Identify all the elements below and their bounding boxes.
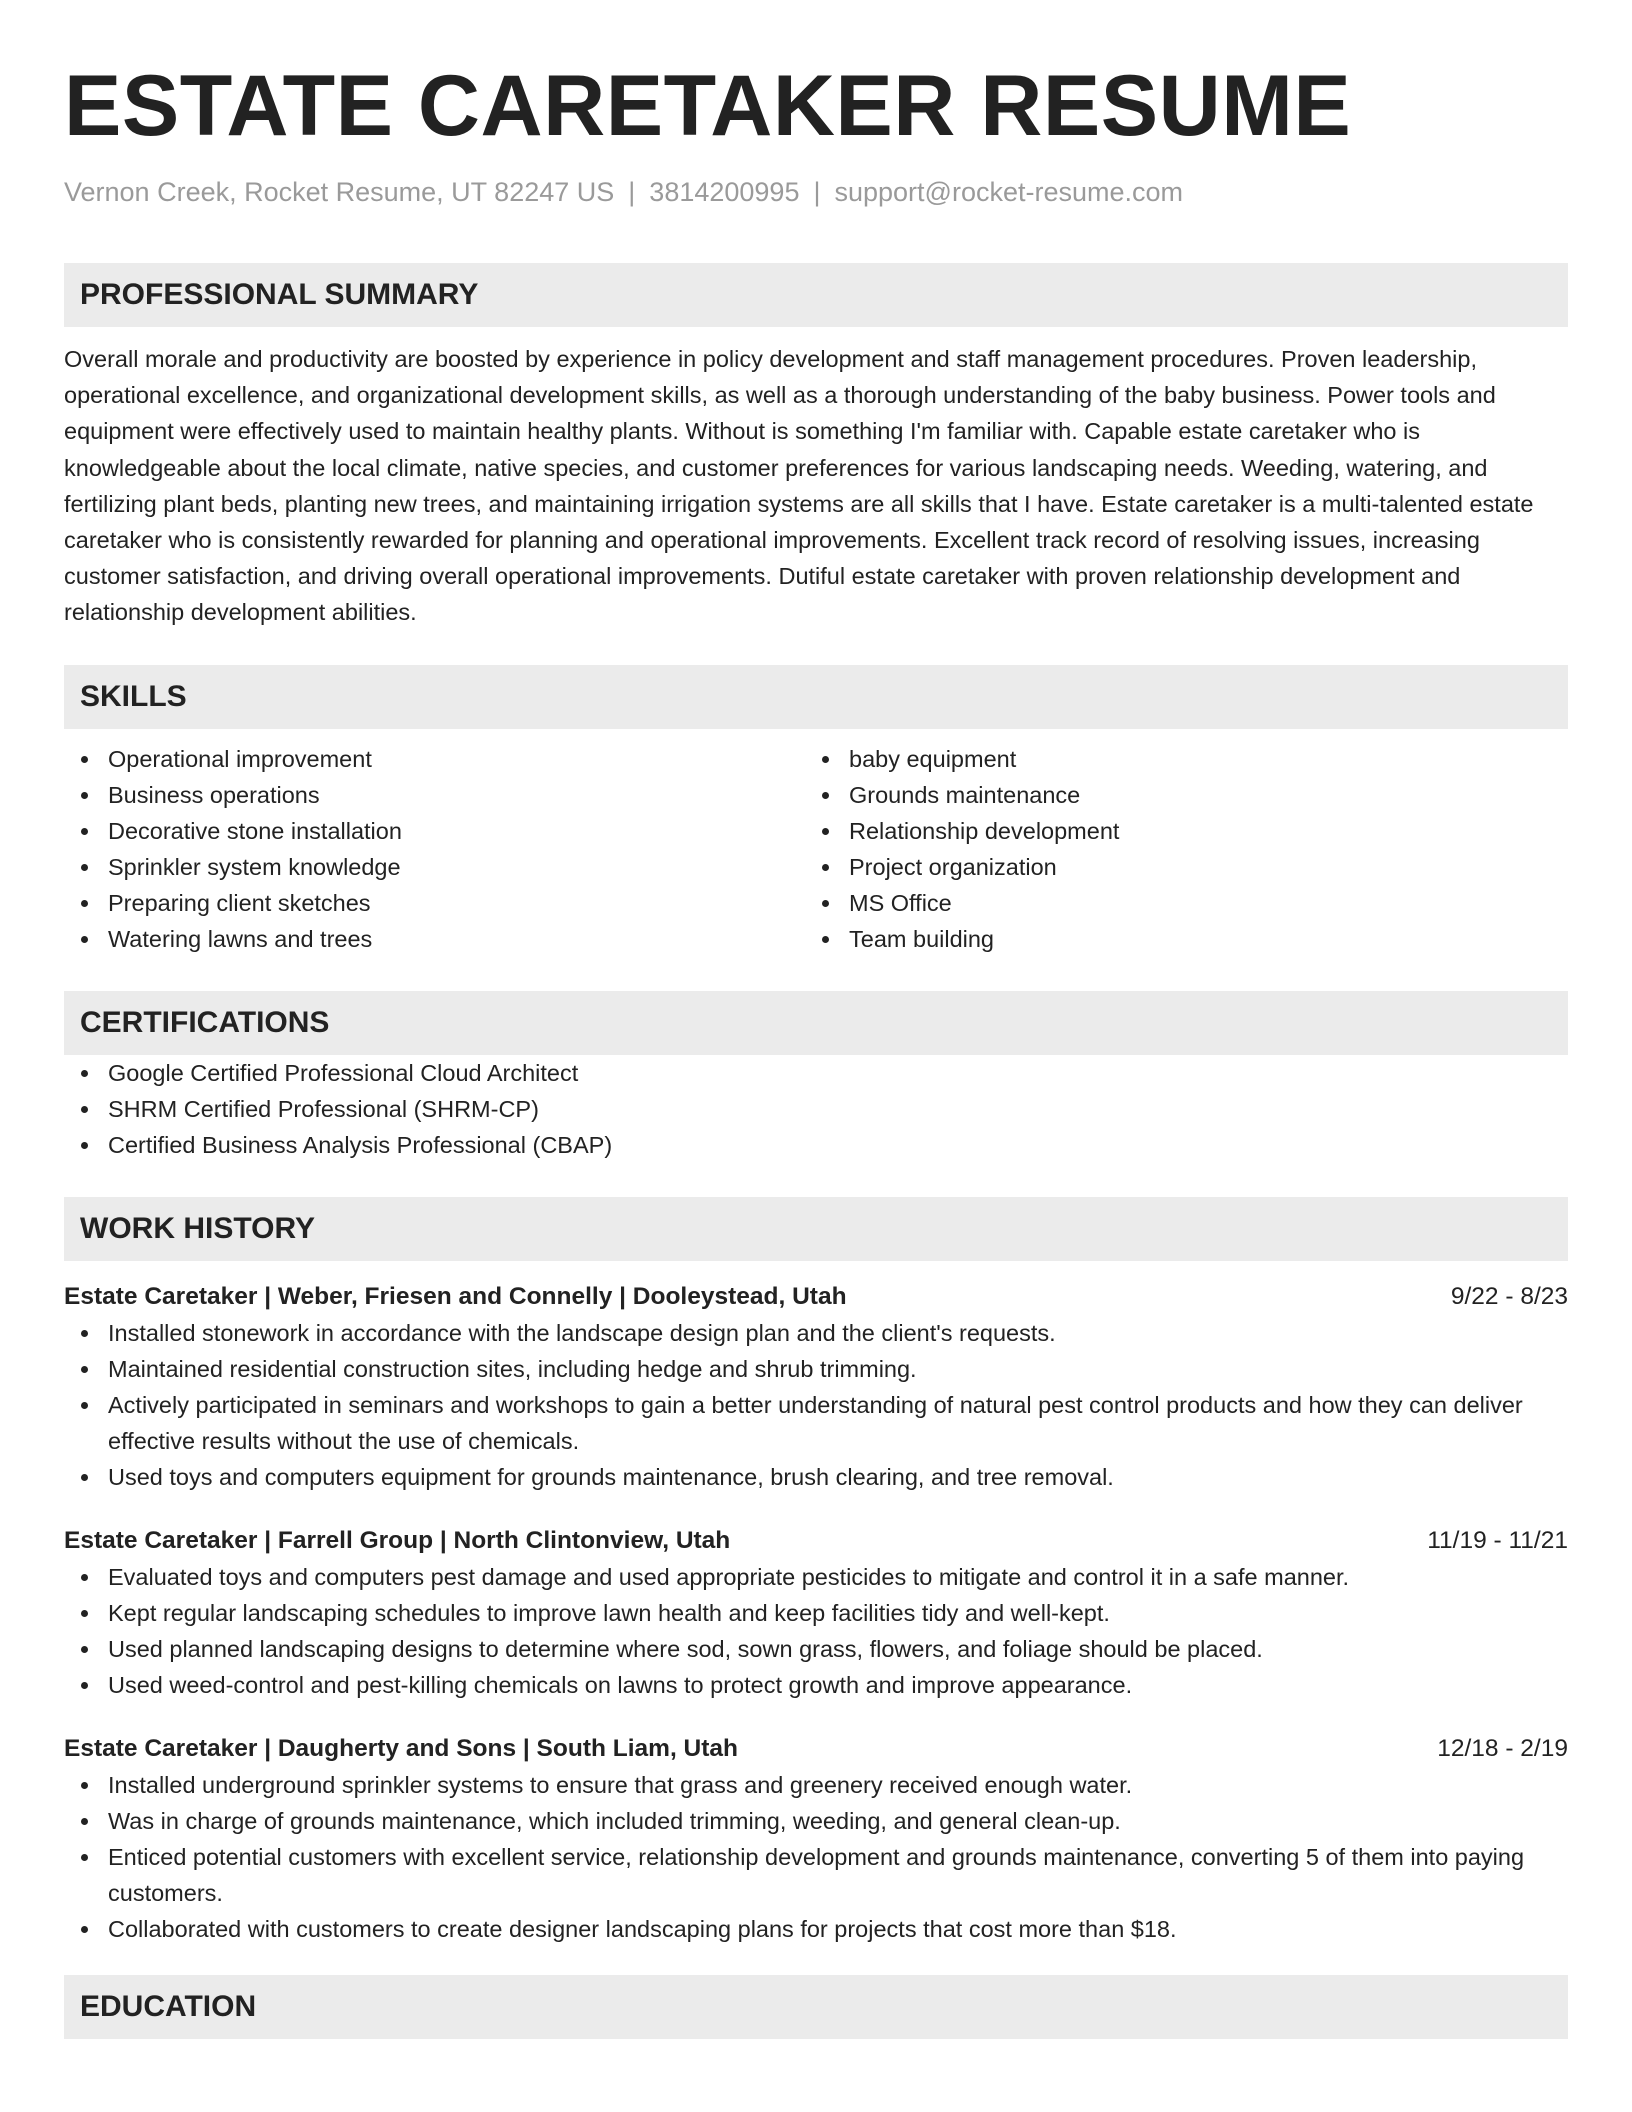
skill-item: Preparing client sketches [64, 885, 805, 921]
skill-item: Team building [805, 921, 1546, 957]
skill-item: Sprinkler system knowledge [64, 849, 805, 885]
summary-text: Overall morale and productivity are boosted by experience in policy development and staff management procedures. Proven leadership, operational excellence, and organizational development skills, as well as a thorough understanding of the baby business. Power tools and equipment were effectively used to maintain healthy plants. Without is something I'm familiar with. Capable estate caretaker who is knowledgeable about the local climate, native species, and customer preferences for various landscaping needs. Weeding, watering, and fertilizing plant beds, planting new trees, and maintaining irrigation systems are all skills that I have. Estate caretaker is a multi-talented estate caretaker who is consistently rewarded for planning and operational improvements. Excellent track record of resolving issues, increasing customer satisfaction, and driving overall operational improvements. Dutiful estate caretaker with proven relationship development and relationship development abilities. [64, 346, 1534, 626]
certification-item: Google Certified Professional Cloud Architect [64, 1055, 1568, 1091]
certification-item: Certified Business Analysis Professional (CBAP) [64, 1127, 1568, 1163]
job-title: Estate Caretaker | Daugherty and Sons | South Liam, Utah [64, 1734, 739, 1762]
job-bullet: Used toys and computers equipment for grounds maintenance, brush clearing, and tree removal. [64, 1459, 1568, 1495]
job-dates: 9/22 - 8/23 [1450, 1282, 1568, 1310]
job-header [64, 1523, 1568, 1559]
job-bullet: Actively participated in seminars and workshops to gain a better understanding of natural pest control products and how they can deliver effective results without the use of chemicals. [64, 1387, 1568, 1459]
skill-item: Operational improvement [64, 741, 805, 777]
job-bullet: Enticed potential customers with excellent service, relationship development and grounds maintenance, converting 5 of them into paying customers. [64, 1839, 1568, 1911]
job-title: Estate Caretaker | Farrell Group | North Clintonview, Utah [64, 1526, 731, 1554]
section-header-certifications: CERTIFICATIONS [64, 991, 1568, 1055]
job-bullets [64, 1315, 1568, 1495]
certification-item: SHRM Certified Professional (SHRM-CP) [64, 1091, 1568, 1127]
job-bullet: Collaborated with customers to create designer landscaping plans for projects that cost more than $18. [64, 1911, 1568, 1947]
skills-column-right [805, 741, 1546, 957]
skill-item: MS Office [805, 885, 1546, 921]
skills-column-left [64, 741, 805, 957]
skills-list-left [64, 741, 805, 957]
skill-item: Decorative stone installation [64, 813, 805, 849]
job-entry [64, 1279, 1568, 1495]
job-header [64, 1731, 1568, 1767]
section-header-work-history: WORK HISTORY [64, 1197, 1568, 1261]
job-dates: 11/19 - 11/21 [1427, 1526, 1568, 1554]
job-bullets [64, 1559, 1568, 1703]
contact-line [64, 174, 1568, 210]
job-bullet: Used planned landscaping designs to determine where sod, sown grass, flowers, and foliage should be placed. [64, 1631, 1568, 1667]
job-dates: 12/18 - 2/19 [1437, 1734, 1568, 1762]
section-header-education: EDUCATION [64, 1975, 1568, 2039]
skill-item: Relationship development [805, 813, 1546, 849]
job-bullet: Maintained residential construction sites, including hedge and shrub trimming. [64, 1351, 1568, 1387]
job-bullet: Installed stonework in accordance with the landscape design plan and the client's requests. [64, 1315, 1568, 1351]
section-header-summary: PROFESSIONAL SUMMARY [64, 263, 1568, 327]
skill-item: Watering lawns and trees [64, 921, 805, 957]
job-title: Estate Caretaker | Weber, Friesen and Connelly | Dooleystead, Utah [64, 1282, 847, 1310]
job-header [64, 1279, 1568, 1315]
job-bullet: Was in charge of grounds maintenance, which included trimming, weeding, and general clean-up. [64, 1803, 1568, 1839]
contact-email: support@rocket-resume.com [834, 177, 1184, 207]
contact-separator: | [813, 177, 821, 207]
contact-phone: 3814200995 [649, 177, 800, 207]
job-entry [64, 1731, 1568, 1947]
skills-grid [64, 741, 1568, 957]
job-bullet: Evaluated toys and computers pest damage and used appropriate pesticides to mitigate and control it in a safe manner. [64, 1559, 1568, 1595]
job-bullets [64, 1767, 1568, 1947]
skill-item: baby equipment [805, 741, 1546, 777]
resume-title: ESTATE CARETAKER RESUME [64, 58, 1352, 154]
section-header-skills: SKILLS [64, 665, 1568, 729]
job-bullet: Kept regular landscaping schedules to improve lawn health and keep facilities tidy and well-kept. [64, 1595, 1568, 1631]
skill-item: Project organization [805, 849, 1546, 885]
job-bullet: Installed underground sprinkler systems to ensure that grass and greenery received enough water. [64, 1767, 1568, 1803]
job-entry [64, 1523, 1568, 1703]
contact-address: Vernon Creek, Rocket Resume, UT 82247 US [64, 177, 615, 207]
contact-separator: | [628, 177, 636, 207]
skill-item: Business operations [64, 777, 805, 813]
skills-list-right [805, 741, 1546, 957]
job-bullet: Used weed-control and pest-killing chemicals on lawns to protect growth and improve appearance. [64, 1667, 1568, 1703]
skill-item: Grounds maintenance [805, 777, 1546, 813]
certifications-list [64, 1055, 1568, 1163]
